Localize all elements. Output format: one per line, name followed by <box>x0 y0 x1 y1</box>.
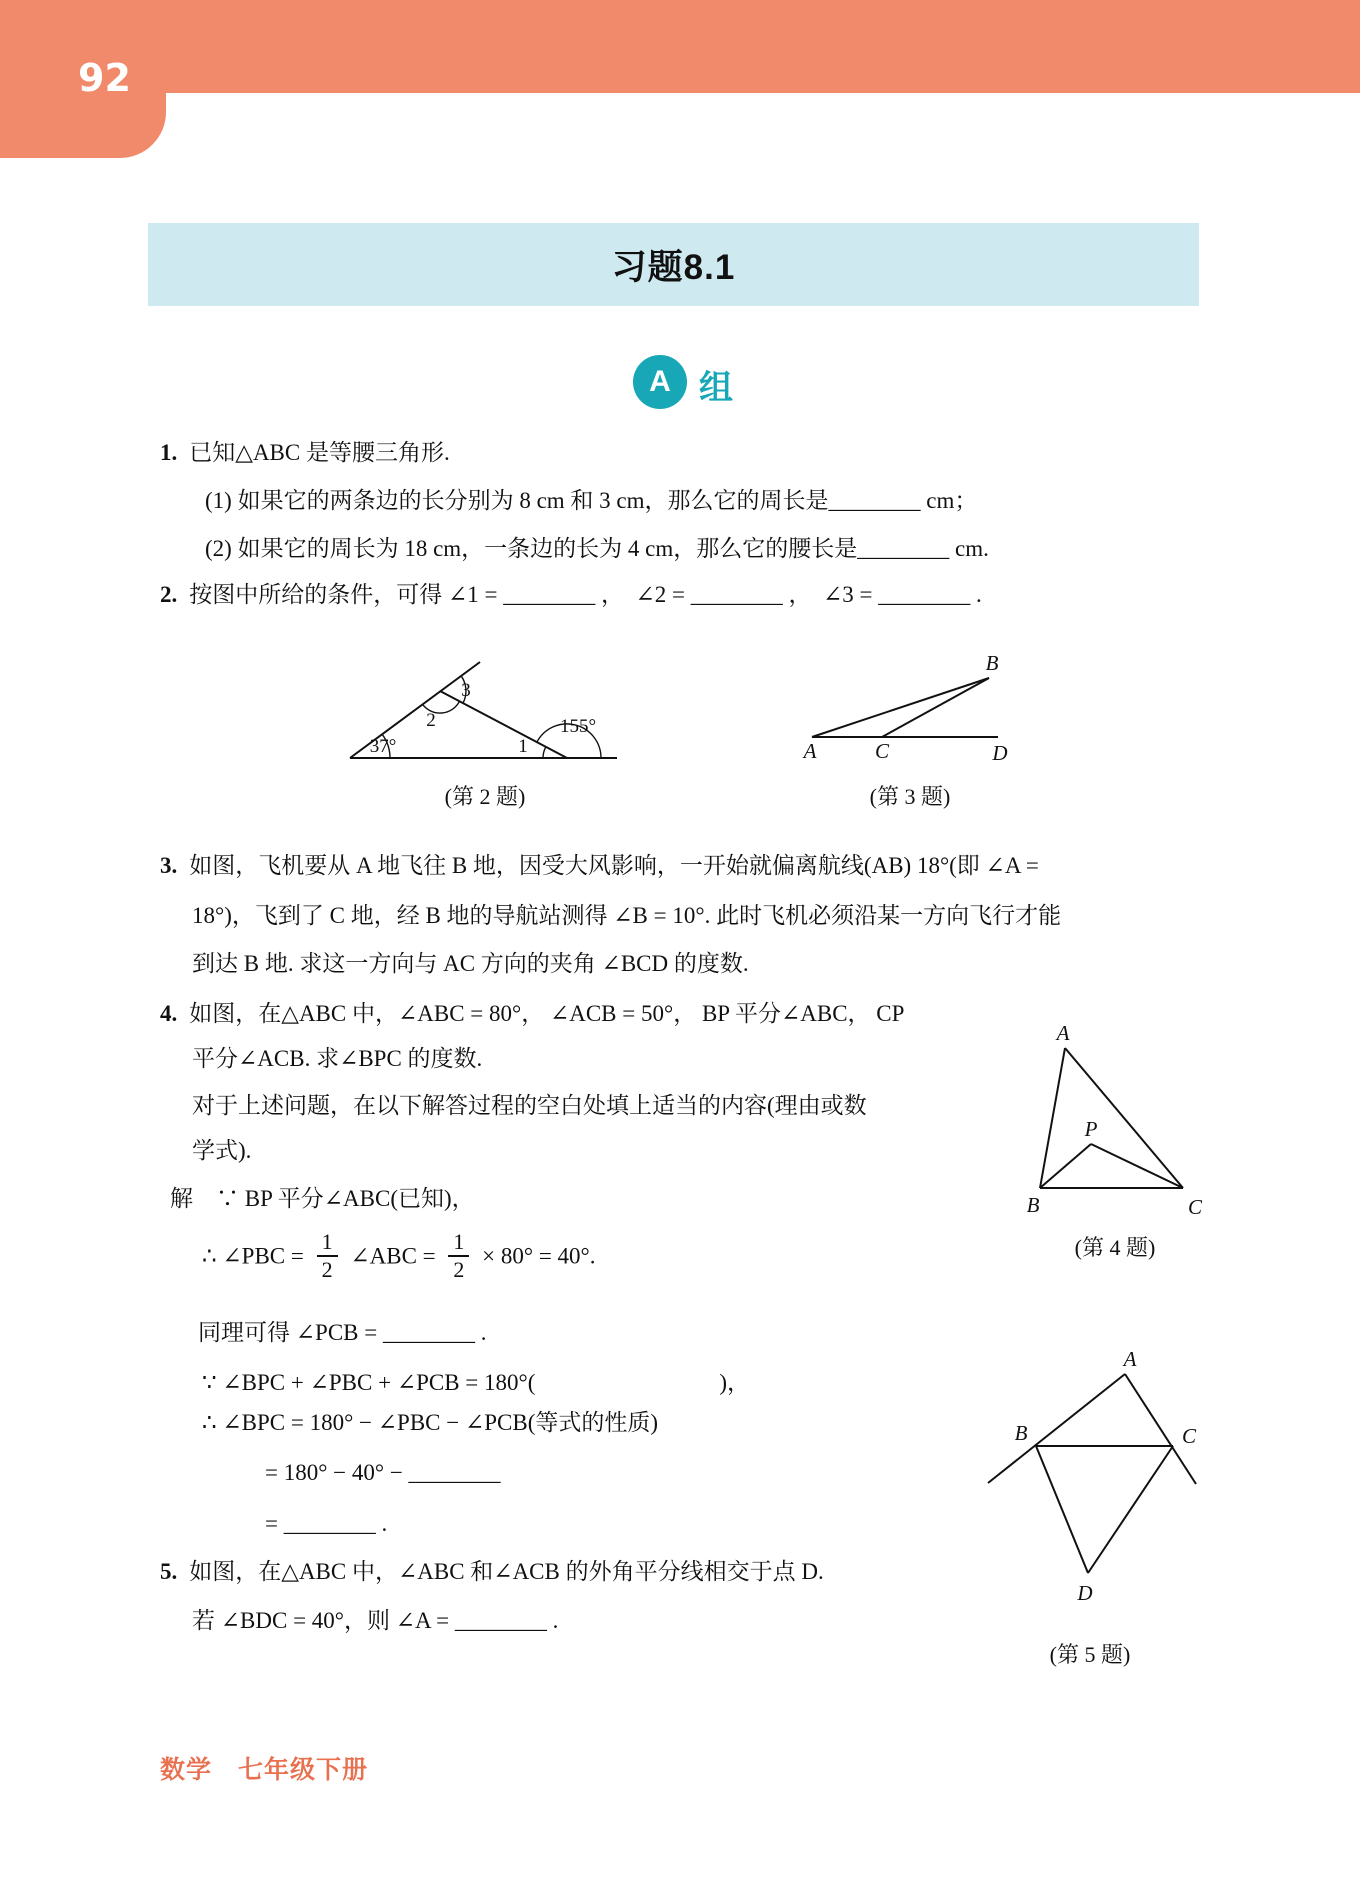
group-a-badge-letter: A <box>649 365 671 398</box>
fraction-numerator: 1 <box>448 1230 469 1257</box>
fig3-label-A: A <box>803 739 817 760</box>
problem-4-line-2: 平分∠ACB. 求∠BPC 的度数. <box>192 1046 483 1071</box>
solution-frac-mid: ∠ABC = <box>344 1243 442 1269</box>
fig5-label-C: C <box>1181 1424 1197 1448</box>
fig2-label-3: 3 <box>461 680 471 701</box>
problem-2-number: 2. <box>160 582 178 607</box>
group-a-label: 组 <box>699 369 733 407</box>
fig3-label-B: B <box>985 651 999 675</box>
group-a-badge <box>633 355 687 409</box>
solution-frac-pre: ∴ ∠PBC = <box>202 1243 310 1269</box>
figure-problem-3 <box>790 650 1060 760</box>
problem-4-line-4: 学式). <box>192 1138 252 1163</box>
fig5-label-A: A <box>1123 1347 1137 1371</box>
figure-problem-5 <box>975 1340 1235 1610</box>
problem-1-item-1: (1) 如果它的两条边的长分别为 8 cm 和 3 cm，那么它的周长是________ cm； <box>205 488 978 513</box>
problem-4-number: 4. <box>160 1001 178 1026</box>
problem-1-line-1 <box>160 438 450 468</box>
header-bar <box>0 0 1360 93</box>
problem-5-line-2: 若 ∠BDC = 40°，则 ∠A = ________ . <box>192 1608 559 1633</box>
fig5-line-CD <box>1088 1446 1173 1573</box>
fraction-denominator: 2 <box>453 1257 465 1283</box>
solution-fraction-line <box>202 1229 596 1284</box>
problem-4-line-3: 对于上述问题，在以下解答过程的空白处填上适当的内容(理由或数 <box>192 1093 867 1118</box>
problem-5-line-1 <box>160 1557 824 1587</box>
figure-problem-2 <box>335 640 635 785</box>
figure-4-caption: (第 4 题) <box>1074 1235 1156 1260</box>
problem-1-item-2: (2) 如果它的周长为 18 cm，一条边的长为 4 cm，那么它的腰长是________ cm. <box>205 536 989 561</box>
fig2-label-2: 2 <box>426 710 436 731</box>
figure-2-caption: (第 2 题) <box>444 784 526 809</box>
problem-4-line-1 <box>160 999 904 1029</box>
section-title: 习题8.1 <box>611 247 736 287</box>
fig5-label-D: D <box>1077 1581 1093 1605</box>
fig4-line-PC <box>1091 1144 1183 1188</box>
fig4-label-B: B <box>1026 1193 1040 1217</box>
problem-3-line-2: 18°)，飞到了 C 地，经 B 地的导航站测得 ∠B = 10°. 此时飞机必须沿某一方向飞行才能 <box>192 903 1062 928</box>
fig4-line-AC <box>1065 1048 1183 1188</box>
section-title-bar <box>148 223 1199 306</box>
problem-3-number: 3. <box>160 853 178 878</box>
fig4-label-A: A <box>1056 1021 1070 1045</box>
fraction-denominator: 2 <box>321 1257 333 1283</box>
fraction-numerator: 1 <box>317 1230 338 1257</box>
fig5-line-AB-extended <box>988 1374 1125 1483</box>
fig4-line-AB <box>1040 1048 1065 1188</box>
fig2-label-1: 1 <box>518 736 528 757</box>
fig4-label-P: P <box>1084 1117 1098 1141</box>
solution-line-6: = 180° − 40° − ________ <box>265 1460 501 1485</box>
page-number: 92 <box>78 56 131 100</box>
problem-1-number: 1. <box>160 440 178 465</box>
solution-line-3: 同理可得 ∠PCB = ________ . <box>198 1320 487 1345</box>
fraction-one-half <box>448 1230 469 1282</box>
solution-frac-post: × 80° = 40°. <box>476 1243 596 1269</box>
problem-4-text-1: 如图，在△ABC 中，∠ABC = 80°， ∠ACB = 50°， BP 平分∠ABC， CP <box>189 1001 905 1026</box>
fig5-line-BD <box>1036 1446 1088 1573</box>
problem-5-text-1: 如图，在△ABC 中，∠ABC 和∠ACB 的外角平分线相交于点 D. <box>189 1559 824 1584</box>
fig3-line-AB <box>812 678 989 737</box>
figure-problem-4 <box>1015 1020 1215 1250</box>
fig5-label-B: B <box>1014 1421 1028 1445</box>
problem-1-text: 已知△ABC 是等腰三角形. <box>189 440 450 465</box>
solution-line-4: ∵ ∠BPC + ∠PBC + ∠PCB = 180°( )， <box>202 1370 751 1395</box>
problem-2-line-1 <box>160 580 982 610</box>
problem-2-text: 按图中所给的条件，可得 ∠1 = ________ ， ∠2 = ________ ， ∠3 = ________ . <box>189 582 982 607</box>
footer-book-title: 数学 七年级下册 <box>160 1756 369 1784</box>
figure-3-caption: (第 3 题) <box>869 784 951 809</box>
fig2-label-37: 37° <box>369 736 397 757</box>
problem-5-number: 5. <box>160 1559 178 1584</box>
problem-3-line-1 <box>160 851 1039 881</box>
fig3-label-C: C <box>874 739 890 760</box>
fig3-label-D: D <box>992 741 1008 760</box>
solution-line-7: = ________ . <box>265 1511 388 1536</box>
fig2-label-155: 155° <box>559 716 597 737</box>
solution-line-5: ∴ ∠BPC = 180° − ∠PBC − ∠PCB(等式的性质) <box>202 1410 659 1435</box>
solution-line-1: 解 ∵ BP 平分∠ABC(已知)， <box>170 1186 475 1211</box>
fig4-label-C: C <box>1187 1195 1203 1219</box>
fig2-arc-angle1 <box>543 747 546 758</box>
problem-3-line-3: 到达 B 地. 求这一方向与 AC 方向的夹角 ∠BCD 的度数. <box>192 951 749 976</box>
fig2-branch-line <box>440 691 567 758</box>
figure-5-caption: (第 5 题) <box>1049 1642 1131 1667</box>
problem-3-text-1: 如图，飞机要从 A 地飞往 B 地，因受大风影响，一开始就偏离航线(AB) 18°(即 ∠A = <box>189 853 1039 878</box>
fraction-one-half <box>317 1230 338 1282</box>
